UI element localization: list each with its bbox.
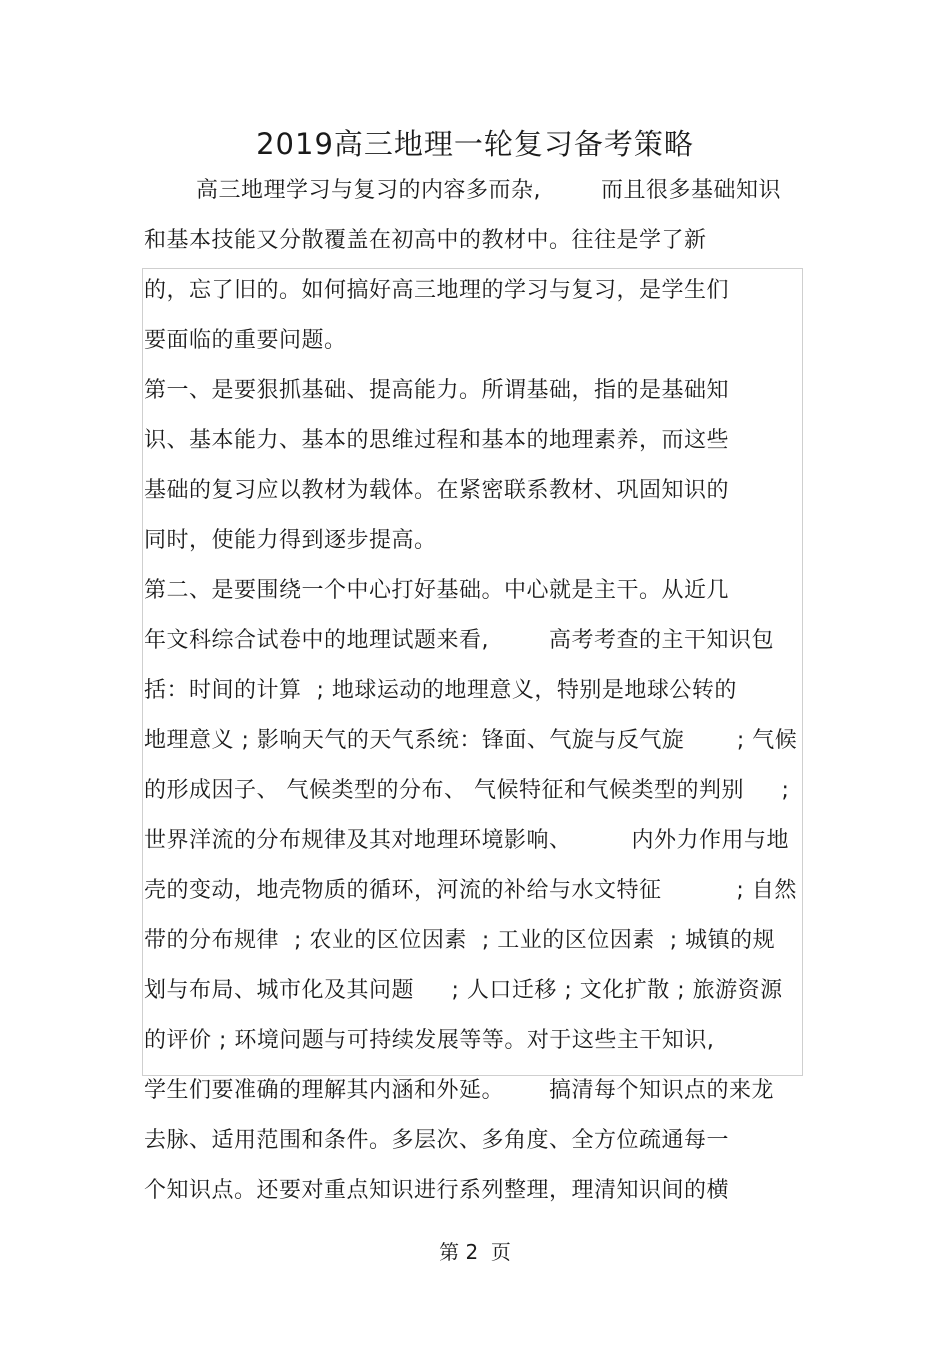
text-line: 高三地理学习与复习的内容多而杂, 而且很多基础知识 <box>196 178 781 203</box>
text-line: 划与布局、城市化及其问题 ; 人口迁移 ; 文化扩散 ; 旅游资源 <box>144 978 783 1003</box>
text-line: 带的分布规律 ; 农业的区位因素 ; 工业的区位因素 ; 城镇的规 <box>144 928 776 953</box>
text-line: 第二、是要围绕一个中心打好基础。中心就是主干。从近几 <box>144 578 730 603</box>
text-line: 识、基本能力、基本的思维过程和基本的地理素养，而这些 <box>144 428 730 453</box>
text-line: 同时，使能力得到逐步提高。 <box>144 528 437 553</box>
text-line: 年文科综合试卷中的地理试题来看, 高考考查的主干知识包 <box>144 628 774 653</box>
text-line: 和基本技能又分散覆盖在初高中的教材中。往往是学了新 <box>144 228 707 253</box>
text-line: 地理意义 ; 影响天气的天气系统：锋面、气旋与反气旋 ; 气候 <box>144 728 798 753</box>
text-line: 要面临的重要问题。 <box>144 328 347 353</box>
text-line: 学生们要准确的理解其内涵和外延。 搞清每个知识点的来龙 <box>144 1078 774 1103</box>
text-line: 的评价 ; 环境问题与可持续发展等等。对于这些主干知识, <box>144 1028 715 1053</box>
text-line: 壳的变动，地壳物质的循环，河流的补给与水文特征 ; 自然 <box>144 878 797 903</box>
text-line: 个知识点。还要对重点知识进行系列整理，理清知识间的横 <box>144 1178 730 1203</box>
page-number: 第 2 页 <box>439 1240 511 1264</box>
text-line: 基础的复习应以教材为载体。在紧密联系教材、巩固知识的 <box>144 478 730 503</box>
text-line: 去脉、适用范围和条件。多层次、多角度、全方位疏通每一 <box>144 1128 730 1153</box>
text-line: 的，忘了旧的。如何搞好高三地理的学习与复习，是学生们 <box>144 278 730 303</box>
text-line: 第一、是要狠抓基础、提高能力。所谓基础，指的是基础知 <box>144 378 730 403</box>
document-title: 2019高三地理一轮复习备考策略 <box>256 127 694 161</box>
text-line: 括：时间的计算 ; 地球运动的地理意义，特别是地球公转的 <box>144 678 737 703</box>
text-line: 的形成因子、 气候类型的分布、 气候特征和气候类型的判别 ; <box>144 778 790 803</box>
text-line: 世界洋流的分布规律及其对地理环境影响、 内外力作用与地 <box>144 828 789 853</box>
